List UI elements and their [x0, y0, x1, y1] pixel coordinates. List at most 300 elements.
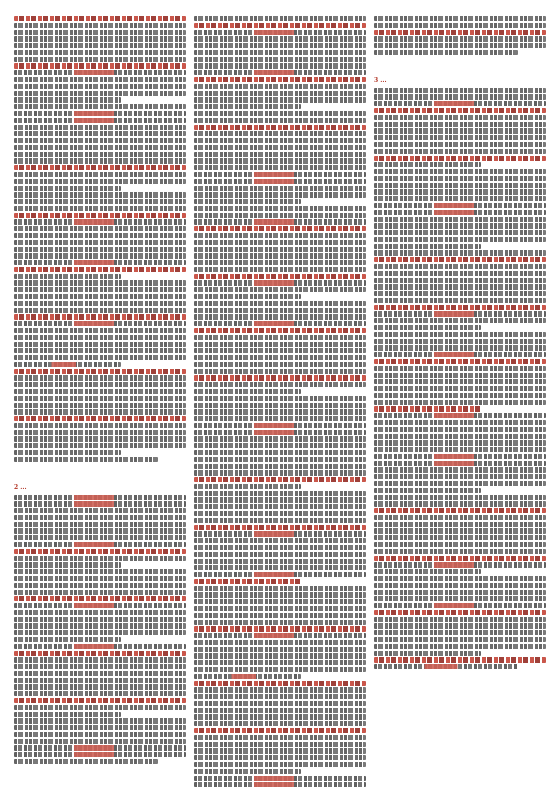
text-line	[194, 674, 301, 679]
text-line	[194, 511, 366, 516]
text-line	[374, 644, 546, 649]
text-line	[374, 556, 546, 561]
text-line	[374, 305, 546, 310]
text-line	[194, 470, 366, 475]
text-line	[14, 328, 186, 333]
text-line	[14, 125, 186, 130]
text-line	[14, 267, 186, 272]
text-line	[194, 91, 366, 96]
text-line	[14, 759, 158, 764]
text-line	[14, 430, 186, 435]
text-line	[194, 396, 366, 401]
text-line	[194, 287, 366, 292]
text-line	[374, 651, 481, 656]
text-line	[14, 712, 121, 717]
text-line	[374, 542, 546, 547]
text-line	[374, 535, 546, 540]
text-column-left	[14, 16, 186, 788]
text-line	[194, 531, 366, 536]
text-line	[374, 250, 546, 255]
text-line	[14, 131, 186, 136]
text-line	[14, 70, 186, 75]
text-line	[374, 528, 546, 533]
text-line	[14, 63, 186, 68]
section-heading: 2 ...	[14, 483, 27, 491]
text-line	[194, 586, 366, 591]
text-line	[374, 101, 546, 106]
text-line	[374, 657, 546, 662]
text-line	[374, 16, 546, 21]
text-line	[14, 280, 186, 285]
text-line	[14, 104, 186, 109]
text-line	[194, 572, 366, 577]
text-line	[194, 186, 366, 191]
text-line	[374, 549, 546, 554]
text-line	[194, 138, 366, 143]
text-line	[194, 267, 366, 272]
text-line	[374, 406, 481, 411]
text-line	[374, 264, 546, 269]
text-line	[194, 403, 366, 408]
text-line	[194, 294, 301, 299]
text-line	[14, 91, 186, 96]
text-line	[14, 50, 186, 55]
text-line	[194, 525, 366, 530]
text-line	[194, 199, 301, 204]
text-line	[374, 278, 546, 283]
text-line	[374, 481, 546, 486]
text-line	[14, 528, 186, 533]
text-line	[14, 111, 186, 116]
text-line	[374, 386, 546, 391]
text-line	[374, 189, 546, 194]
text-line	[194, 416, 366, 421]
text-line	[194, 620, 366, 625]
text-line	[374, 488, 481, 493]
text-line	[374, 210, 546, 215]
text-line	[374, 569, 481, 574]
text-line	[14, 501, 186, 506]
text-line	[374, 176, 546, 181]
text-line	[374, 284, 546, 289]
text-line	[14, 362, 121, 367]
text-line	[14, 172, 186, 177]
text-line	[194, 104, 301, 109]
text-line	[194, 131, 366, 136]
text-line	[194, 687, 366, 692]
text-line	[194, 179, 366, 184]
text-line	[14, 213, 186, 218]
text-line	[194, 369, 366, 374]
text-line	[14, 436, 186, 441]
text-line	[374, 583, 546, 588]
text-line	[374, 230, 546, 235]
text-line	[14, 610, 186, 615]
section-heading: 3 ...	[374, 76, 387, 84]
text-line	[374, 43, 546, 48]
text-line	[194, 280, 366, 285]
text-line	[14, 596, 186, 601]
text-line	[374, 434, 546, 439]
text-line	[194, 247, 366, 252]
text-line	[374, 576, 546, 581]
text-line	[374, 596, 546, 601]
text-line	[374, 271, 546, 276]
text-line	[374, 400, 546, 405]
text-line	[14, 77, 186, 82]
text-line	[374, 562, 546, 567]
text-line	[194, 538, 366, 543]
text-line	[374, 495, 546, 500]
text-line	[374, 135, 546, 140]
text-line	[14, 145, 186, 150]
text-line	[194, 450, 366, 455]
text-line	[14, 403, 186, 408]
text-line	[194, 125, 366, 130]
text-line	[14, 450, 121, 455]
text-line	[194, 389, 301, 394]
text-line	[194, 219, 366, 224]
text-line	[14, 718, 186, 723]
text-line	[194, 518, 366, 523]
text-line	[194, 172, 366, 177]
text-line	[194, 647, 366, 652]
text-line	[14, 57, 186, 62]
text-line	[194, 484, 301, 489]
text-line	[194, 491, 366, 496]
text-line	[14, 684, 186, 689]
text-line	[194, 714, 366, 719]
text-line	[374, 379, 546, 384]
text-line	[14, 396, 186, 401]
text-line	[14, 725, 186, 730]
text-line	[14, 637, 121, 642]
text-line	[194, 30, 366, 35]
text-line	[194, 240, 366, 245]
text-line	[14, 335, 186, 340]
text-line	[374, 474, 546, 479]
text-column-middle	[194, 16, 366, 788]
text-line	[14, 423, 186, 428]
text-line	[374, 94, 546, 99]
text-line	[374, 522, 546, 527]
text-line	[14, 287, 186, 292]
text-line	[194, 226, 366, 231]
text-line	[14, 314, 186, 319]
text-line	[374, 515, 546, 520]
text-line	[14, 247, 186, 252]
text-line	[194, 213, 366, 218]
text-line	[14, 569, 186, 574]
text-line	[14, 671, 186, 676]
text-line	[374, 122, 546, 127]
text-line	[194, 43, 366, 48]
text-line	[194, 755, 366, 760]
text-line	[194, 260, 366, 265]
text-line	[374, 142, 546, 147]
text-line	[14, 152, 186, 157]
text-line	[14, 522, 186, 527]
text-line	[14, 118, 186, 123]
text-line	[194, 681, 366, 686]
text-line	[194, 708, 366, 713]
text-line	[374, 23, 546, 28]
text-line	[14, 745, 186, 750]
text-line	[194, 16, 366, 21]
text-line	[14, 348, 186, 353]
text-line	[194, 606, 366, 611]
text-line	[194, 253, 366, 258]
text-line	[194, 565, 366, 570]
text-line	[194, 375, 366, 380]
text-line	[14, 253, 186, 258]
text-line	[194, 545, 366, 550]
text-line	[14, 36, 186, 41]
text-line	[14, 739, 186, 744]
text-line	[194, 633, 366, 638]
text-line	[14, 644, 186, 649]
text-line	[374, 373, 546, 378]
text-line	[374, 420, 546, 425]
text-line	[374, 352, 546, 357]
text-line	[14, 342, 186, 347]
text-line	[374, 617, 546, 622]
text-line	[14, 576, 186, 581]
text-line	[14, 84, 186, 89]
text-line	[14, 179, 186, 184]
text-line	[374, 196, 546, 201]
text-line	[374, 603, 546, 608]
text-line	[194, 457, 366, 462]
text-line	[194, 362, 366, 367]
text-line	[14, 382, 186, 387]
text-line	[374, 149, 546, 154]
text-line	[14, 260, 186, 265]
text-line	[194, 328, 366, 333]
text-line	[194, 152, 366, 157]
text-line	[374, 311, 546, 316]
text-line	[374, 467, 546, 472]
text-line	[194, 497, 366, 502]
text-line	[374, 339, 546, 344]
text-line	[194, 36, 366, 41]
text-column-right	[374, 16, 546, 788]
text-line	[14, 199, 186, 204]
text-line	[374, 623, 546, 628]
text-line	[14, 535, 186, 540]
text-line	[14, 495, 186, 500]
text-line	[14, 192, 186, 197]
text-line	[194, 274, 366, 279]
text-line	[14, 43, 186, 48]
text-line	[14, 30, 186, 35]
text-line	[194, 504, 366, 509]
text-line	[374, 50, 518, 55]
text-line	[194, 70, 366, 75]
text-line	[194, 626, 366, 631]
text-line	[374, 345, 546, 350]
text-line	[194, 77, 366, 82]
text-line	[194, 443, 366, 448]
text-line	[194, 206, 366, 211]
text-line	[14, 515, 186, 520]
text-line	[14, 97, 121, 102]
text-line	[194, 382, 366, 387]
text-line	[14, 542, 186, 547]
text-line	[374, 427, 546, 432]
text-line	[194, 599, 366, 604]
text-line	[194, 111, 366, 116]
text-line	[374, 393, 546, 398]
text-line	[194, 436, 366, 441]
text-line	[374, 217, 546, 222]
text-line	[14, 664, 186, 669]
text-line	[374, 128, 546, 133]
text-line	[374, 169, 546, 174]
text-line	[374, 298, 546, 303]
text-line	[14, 651, 186, 656]
text-line	[194, 613, 366, 618]
text-line	[194, 742, 366, 747]
text-line	[14, 678, 186, 683]
text-line	[14, 617, 186, 622]
text-line	[374, 203, 546, 208]
text-line	[14, 698, 186, 703]
text-line	[374, 183, 546, 188]
text-line	[14, 138, 186, 143]
text-line	[194, 57, 366, 62]
text-line	[14, 274, 121, 279]
text-line	[14, 623, 186, 628]
text-line	[194, 660, 366, 665]
text-line	[374, 115, 546, 120]
text-line	[194, 579, 301, 584]
text-line	[14, 630, 186, 635]
text-line	[194, 667, 366, 672]
text-line	[14, 355, 186, 360]
text-line	[14, 562, 121, 567]
text-line	[194, 701, 366, 706]
text-line	[14, 186, 121, 191]
text-line	[14, 603, 186, 608]
text-line	[374, 332, 546, 337]
text-line	[194, 342, 366, 347]
text-line	[374, 664, 518, 669]
text-line	[194, 430, 366, 435]
text-line	[374, 36, 546, 41]
text-line	[14, 233, 186, 238]
text-line	[14, 752, 186, 757]
text-line	[374, 244, 481, 249]
text-line	[194, 559, 366, 564]
text-line	[194, 748, 366, 753]
text-line	[374, 590, 546, 595]
text-line	[194, 321, 366, 326]
text-line	[194, 158, 366, 163]
text-line	[14, 556, 186, 561]
text-line	[194, 355, 366, 360]
text-line	[194, 735, 366, 740]
text-line	[374, 461, 546, 466]
text-line	[194, 728, 366, 733]
text-line	[194, 464, 366, 469]
text-line	[194, 592, 366, 597]
text-line	[374, 237, 546, 242]
text-line	[14, 226, 186, 231]
document-page	[14, 16, 546, 788]
text-line	[374, 223, 546, 228]
text-line	[14, 732, 186, 737]
text-line	[374, 359, 546, 364]
text-line	[14, 369, 186, 374]
text-line	[374, 88, 546, 93]
text-line	[14, 590, 186, 595]
text-line	[194, 552, 366, 557]
text-line	[194, 477, 366, 482]
text-line	[194, 640, 366, 645]
text-line	[14, 294, 186, 299]
text-line	[374, 162, 481, 167]
text-line	[374, 318, 546, 323]
text-line	[374, 508, 546, 513]
text-line	[374, 366, 546, 371]
text-line	[194, 721, 366, 726]
text-line	[14, 16, 186, 21]
text-line	[194, 335, 366, 340]
text-line	[374, 291, 546, 296]
text-line	[374, 108, 546, 113]
text-line	[14, 508, 186, 513]
text-line	[374, 610, 546, 615]
text-line	[14, 165, 186, 170]
text-line	[374, 257, 546, 262]
text-line	[194, 769, 301, 774]
text-line	[14, 240, 186, 245]
text-line	[14, 443, 186, 448]
text-line	[374, 413, 546, 418]
text-line	[194, 165, 366, 170]
text-line	[194, 23, 366, 28]
text-line	[194, 63, 366, 68]
text-line	[194, 233, 366, 238]
text-line	[374, 325, 481, 330]
text-line	[194, 694, 366, 699]
text-line	[374, 637, 546, 642]
text-line	[194, 145, 366, 150]
text-line	[14, 206, 186, 211]
text-line	[194, 776, 366, 781]
text-line	[194, 348, 366, 353]
text-line	[14, 657, 186, 662]
text-line	[14, 23, 186, 28]
text-line	[14, 549, 186, 554]
text-line	[14, 158, 186, 163]
text-line	[374, 156, 546, 161]
text-line	[14, 389, 186, 394]
text-line	[14, 416, 186, 421]
text-line	[194, 314, 366, 319]
text-line	[374, 501, 546, 506]
text-line	[194, 192, 366, 197]
text-line	[14, 409, 186, 414]
text-line	[194, 308, 366, 313]
text-line	[374, 454, 546, 459]
text-line	[374, 630, 546, 635]
text-line	[14, 691, 186, 696]
text-line	[14, 308, 186, 313]
text-line	[194, 301, 366, 306]
text-line	[194, 84, 366, 89]
